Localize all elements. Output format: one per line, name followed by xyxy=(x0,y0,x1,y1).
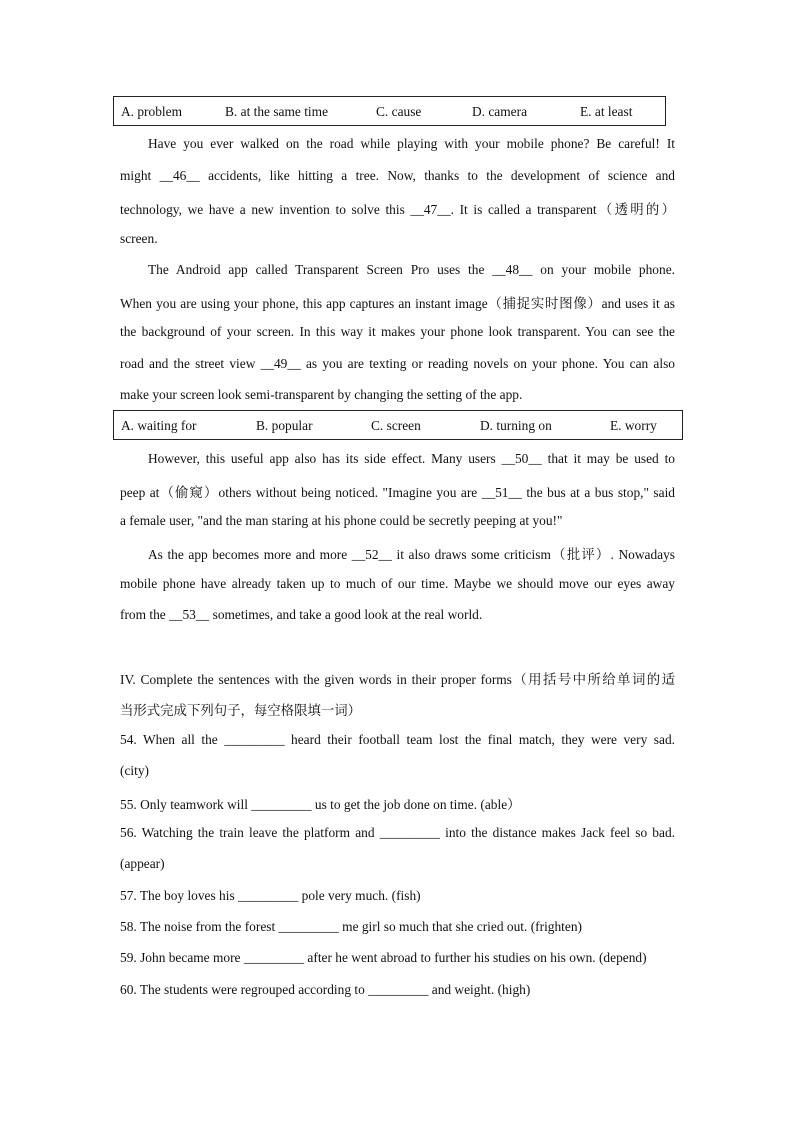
passage-line: technology, we have a new invention to solve this __47__. It is called a transparent（透明的） xyxy=(120,202,675,217)
box2-option-e: E. worry xyxy=(610,418,657,433)
question-59: 59. John became more _________ after he went abroad to further his studies on his own. (depend) xyxy=(120,950,647,965)
passage-line: from the __53__ sometimes, and take a good look at the real world. xyxy=(120,607,483,622)
box1-option-b: B. at the same time xyxy=(225,104,329,119)
question-58: 58. The noise from the forest _________ me girl so much that she cried out. (frighten) xyxy=(120,919,582,934)
word-box-1 xyxy=(113,96,666,126)
passage-line: mobile phone have already taken up to much of our time. Maybe we should move our eyes away xyxy=(120,576,675,591)
box1-option-a: A. problem xyxy=(121,104,182,119)
box1-option-e: E. at least xyxy=(580,104,633,119)
question-57: 57. The boy loves his _________ pole very much. (fish) xyxy=(120,888,421,903)
section-heading-continued: 当形式完成下列句子，每空格限填一词） xyxy=(120,703,362,718)
passage-line: might __46__ accidents, like hitting a tree. Now, thanks to the development of science and xyxy=(120,168,675,183)
question-60: 60. The students were regrouped according to _________ and weight. (high) xyxy=(120,982,531,997)
box1-option-c: C. cause xyxy=(376,104,422,119)
passage-line: As the app becomes more and more __52__ it also draws some criticism（批评）. Nowadays xyxy=(148,547,675,562)
passage-line: screen. xyxy=(120,231,158,246)
question-56: 56. Watching the train leave the platform and _________ into the distance makes Jack feel so bad. xyxy=(120,825,675,840)
box2-option-b: B. popular xyxy=(256,418,313,433)
box2-option-c: C. screen xyxy=(371,418,421,433)
question-56-hint: (appear) xyxy=(120,856,165,871)
box2-option-a: A. waiting for xyxy=(121,418,197,433)
section-heading: IV. Complete the sentences with the given words in their proper forms（用括号中所给单词的适 xyxy=(120,672,675,687)
box1-option-d: D. camera xyxy=(472,104,528,119)
question-55: 55. Only teamwork will _________ us to get the job done on time. (able） xyxy=(120,797,521,812)
box2-option-d: D. turning on xyxy=(480,418,552,433)
passage-line: However, this useful app also has its side effect. Many users __50__ that it may be used to xyxy=(148,451,675,466)
question-54: 54. When all the _________ heard their football team lost the final match, they were very sad. xyxy=(120,732,675,747)
passage-line: peep at（偷窥）others without being noticed. "Imagine you are __51__ the bus at a bus stop," said xyxy=(120,485,675,500)
passage-line: When you are using your phone, this app captures an instant image（捕捉实时图像）and uses it as xyxy=(120,296,675,311)
passage-line: The Android app called Transparent Screen Pro uses the __48__ on your mobile phone. xyxy=(148,262,675,277)
passage-line: a female user, "and the man staring at his phone could be secretly peeping at you!" xyxy=(120,513,563,528)
passage-line: the background of your screen. In this way it makes your phone look transparent. You can see the xyxy=(120,324,675,339)
passage-line: road and the street view __49__ as you are texting or reading novels on your phone. You can also xyxy=(120,356,675,371)
passage-line: make your screen look semi-transparent by changing the setting of the app. xyxy=(120,387,523,402)
question-54-hint: (city) xyxy=(120,763,149,778)
passage-line: Have you ever walked on the road while playing with your mobile phone? Be careful! It xyxy=(148,136,675,151)
word-box-2 xyxy=(113,410,683,440)
